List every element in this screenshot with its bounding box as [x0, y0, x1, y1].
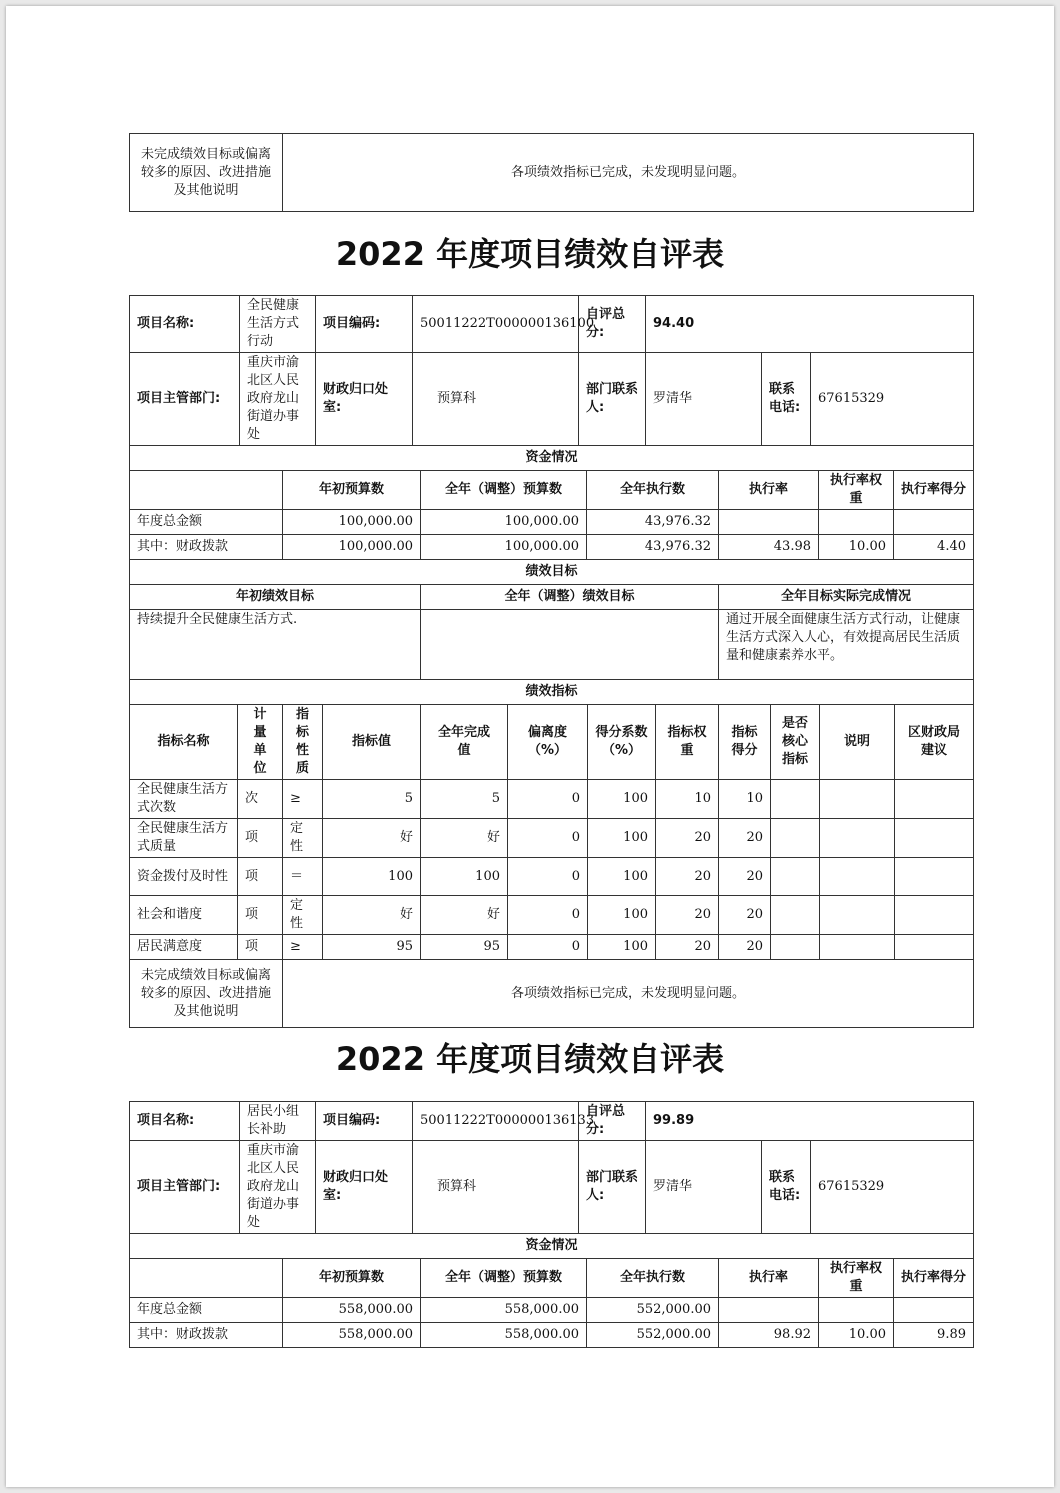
- fund-fiscal-exec: 552,000.00: [587, 1323, 719, 1348]
- ind-core: [771, 935, 820, 960]
- form2-fund-header: 资金情况: [130, 1234, 974, 1259]
- form1-phone-value: 67615329: [811, 353, 974, 446]
- ind-score: 20: [719, 935, 771, 960]
- ind-core: [771, 896, 820, 935]
- ind-nature: ≥: [283, 935, 323, 960]
- form1-dept-value: 重庆市渝北区人民政府龙山街道办事处: [240, 353, 316, 446]
- form1-name-label: 项目名称:: [130, 296, 240, 353]
- top-note-block: [129, 133, 974, 212]
- ind-note: [820, 780, 895, 819]
- ind-unit: 项: [238, 858, 283, 896]
- fund-row-fiscal-label: 其中：财政拨款: [130, 535, 283, 560]
- fund-total-exec: 43,976.32: [587, 510, 719, 535]
- form2-code-label: 项目编码:: [316, 1102, 413, 1141]
- ind-dev: 0: [508, 819, 588, 858]
- ind-note: [820, 935, 895, 960]
- form2: [129, 1101, 974, 1348]
- ind-value: 好: [323, 819, 421, 858]
- ind-nature: 定性: [283, 819, 323, 858]
- form1-note-text: 各项绩效指标已完成，未发现明显问题。: [283, 960, 974, 1028]
- form1-title: 2022 年度项目绩效自评表: [335, 235, 725, 273]
- form1-info-table: [129, 295, 974, 446]
- form1-fund-table: [129, 445, 974, 560]
- form1-dept-label: 项目主管部门:: [130, 353, 240, 446]
- ind-name: 社会和谐度: [130, 896, 238, 935]
- ind-core: [771, 858, 820, 896]
- fund-col-weight: 执行率权重: [819, 471, 894, 510]
- fund-total-adj: 558,000.00: [421, 1298, 587, 1323]
- fund-total-init: 100,000.00: [283, 510, 421, 535]
- ind-nature: ≥: [283, 780, 323, 819]
- table-row: [130, 819, 974, 858]
- form2-fin-value: 预算科: [413, 1141, 579, 1234]
- table-row: [130, 858, 974, 896]
- fund-col-initial: 年初预算数: [283, 1259, 421, 1298]
- ind-value: 5: [323, 780, 421, 819]
- fund-col-rate: 执行率: [719, 471, 819, 510]
- ind-coef: 100: [588, 896, 656, 935]
- goal-col-adjusted: 全年（调整）绩效目标: [421, 585, 719, 610]
- form1: [129, 295, 974, 1028]
- ind-advice: [895, 935, 974, 960]
- fund-fiscal-score: 9.89: [894, 1323, 974, 1348]
- ind-col-note: 说明: [820, 705, 895, 780]
- ind-col-nature: 指标性质: [283, 705, 323, 780]
- ind-coef: 100: [588, 935, 656, 960]
- ind-name: 全民健康生活方式质量: [130, 819, 238, 858]
- form1-indicator-header: 绩效指标: [130, 680, 974, 705]
- ind-done: 100: [421, 858, 508, 896]
- form2-name-label: 项目名称:: [130, 1102, 240, 1141]
- ind-col-core: 是否核心指标: [771, 705, 820, 780]
- fund-col-weight: 执行率权重: [819, 1259, 894, 1298]
- form2-fund-corner: [130, 1259, 283, 1298]
- form1-indicator-table: [129, 679, 974, 960]
- ind-weight: 10: [656, 780, 719, 819]
- fund-fiscal-score: 4.40: [894, 535, 974, 560]
- ind-dev: 0: [508, 935, 588, 960]
- ind-col-unit: 计量单位: [238, 705, 283, 780]
- form2-phone-value: 67615329: [811, 1141, 974, 1234]
- goal-actual-text: 通过开展全面健康生活方式行动，让健康生活方式深入人心，有效提高居民生活质量和健康素养水平。: [719, 610, 974, 680]
- ind-weight: 20: [656, 819, 719, 858]
- form1-goal-table: [129, 559, 974, 680]
- ind-score: 10: [719, 780, 771, 819]
- fund-col-score: 执行率得分: [894, 1259, 974, 1298]
- fund-total-weight: [819, 510, 894, 535]
- fund-fiscal-init: 100,000.00: [283, 535, 421, 560]
- table-row: [130, 935, 974, 960]
- form2-phone-label: 联系电话:: [762, 1141, 811, 1234]
- document-page: [6, 6, 1054, 1487]
- ind-value: 好: [323, 896, 421, 935]
- ind-done: 95: [421, 935, 508, 960]
- ind-done: 好: [421, 896, 508, 935]
- ind-advice: [895, 819, 974, 858]
- form2-title: 2022 年度项目绩效自评表: [335, 1040, 725, 1078]
- fund-col-adjusted: 全年（调整）预算数: [421, 1259, 587, 1298]
- ind-dev: 0: [508, 896, 588, 935]
- ind-dev: 0: [508, 780, 588, 819]
- ind-done: 5: [421, 780, 508, 819]
- table-row: [130, 780, 974, 819]
- goal-col-initial: 年初绩效目标: [130, 585, 421, 610]
- form2-code-value: 50011222T000000136133: [413, 1102, 579, 1141]
- ind-weight: 20: [656, 935, 719, 960]
- form2-score-value: 99.89: [646, 1102, 974, 1141]
- top-note-label: 未完成绩效目标或偏离较多的原因、改进措施及其他说明: [130, 134, 283, 212]
- fund-row-fiscal-label: 其中：财政拨款: [130, 1323, 283, 1348]
- fund-total-score: [894, 1298, 974, 1323]
- fund-row-total-label: 年度总金额: [130, 1298, 283, 1323]
- form2-dept-label: 项目主管部门:: [130, 1141, 240, 1234]
- ind-coef: 100: [588, 819, 656, 858]
- table-row: [130, 896, 974, 935]
- form1-score-label: 自评总分:: [579, 296, 646, 353]
- form1-fin-label: 财政归口处室:: [316, 353, 413, 446]
- fund-fiscal-rate: 98.92: [719, 1323, 819, 1348]
- ind-col-weight: 指标权重: [656, 705, 719, 780]
- ind-col-advice: 区财政局建议: [895, 705, 974, 780]
- ind-value: 100: [323, 858, 421, 896]
- fund-fiscal-rate: 43.98: [719, 535, 819, 560]
- fund-row-total-label: 年度总金额: [130, 510, 283, 535]
- fund-total-weight: [819, 1298, 894, 1323]
- form1-fin-value: 预算科: [413, 353, 579, 446]
- form1-name-value: 全民健康生活方式行动: [240, 296, 316, 353]
- form2-name-value: 居民小组长补助: [240, 1102, 316, 1141]
- fund-total-adj: 100,000.00: [421, 510, 587, 535]
- form2-score-label: 自评总分:: [579, 1102, 646, 1141]
- ind-col-deviation: 偏离度（%）: [508, 705, 588, 780]
- fund-total-score: [894, 510, 974, 535]
- ind-core: [771, 819, 820, 858]
- ind-value: 95: [323, 935, 421, 960]
- form1-phone-label: 联系电话:: [762, 353, 811, 446]
- ind-col-value: 指标值: [323, 705, 421, 780]
- ind-score: 20: [719, 896, 771, 935]
- fund-col-executed: 全年执行数: [587, 471, 719, 510]
- ind-done: 好: [421, 819, 508, 858]
- ind-dev: 0: [508, 858, 588, 896]
- ind-weight: 20: [656, 858, 719, 896]
- form1-contact-value: 罗清华: [646, 353, 762, 446]
- fund-col-score: 执行率得分: [894, 471, 974, 510]
- goal-initial-text: 持续提升全民健康生活方式.: [130, 610, 421, 680]
- form1-fund-corner: [130, 471, 283, 510]
- ind-nature: ＝: [283, 858, 323, 896]
- form1-note-table: [129, 959, 974, 1028]
- form2-dept-value: 重庆市渝北区人民政府龙山街道办事处: [240, 1141, 316, 1234]
- ind-col-coef: 得分系数（%）: [588, 705, 656, 780]
- ind-unit: 项: [238, 819, 283, 858]
- fund-fiscal-init: 558,000.00: [283, 1323, 421, 1348]
- goal-col-actual: 全年目标实际完成情况: [719, 585, 974, 610]
- ind-advice: [895, 858, 974, 896]
- ind-weight: 20: [656, 896, 719, 935]
- ind-col-done: 全年完成值: [421, 705, 508, 780]
- fund-col-rate: 执行率: [719, 1259, 819, 1298]
- fund-col-adjusted: 全年（调整）预算数: [421, 471, 587, 510]
- form2-fin-label: 财政归口处室:: [316, 1141, 413, 1234]
- ind-col-name: 指标名称: [130, 705, 238, 780]
- ind-advice: [895, 780, 974, 819]
- fund-col-executed: 全年执行数: [587, 1259, 719, 1298]
- form1-goal-header: 绩效目标: [130, 560, 974, 585]
- form1-code-value: 50011222T000000136100: [413, 296, 579, 353]
- ind-name: 全民健康生活方式次数: [130, 780, 238, 819]
- ind-note: [820, 819, 895, 858]
- fund-col-initial: 年初预算数: [283, 471, 421, 510]
- ind-score: 20: [719, 858, 771, 896]
- form1-contact-label: 部门联系人:: [579, 353, 646, 446]
- ind-unit: 项: [238, 896, 283, 935]
- fund-fiscal-weight: 10.00: [819, 535, 894, 560]
- ind-name: 居民满意度: [130, 935, 238, 960]
- fund-fiscal-adj: 100,000.00: [421, 535, 587, 560]
- fund-total-rate: [719, 1298, 819, 1323]
- top-note-table: [129, 133, 974, 212]
- form2-fund-table: [129, 1233, 974, 1348]
- form1-note-label: 未完成绩效目标或偏离较多的原因、改进措施及其他说明: [130, 960, 283, 1028]
- ind-advice: [895, 896, 974, 935]
- ind-name: 资金拨付及时性: [130, 858, 238, 896]
- fund-fiscal-weight: 10.00: [819, 1323, 894, 1348]
- form2-info-table: [129, 1101, 974, 1234]
- fund-fiscal-adj: 558,000.00: [421, 1323, 587, 1348]
- form2-contact-value: 罗清华: [646, 1141, 762, 1234]
- form1-fund-header: 资金情况: [130, 446, 974, 471]
- ind-nature: 定性: [283, 896, 323, 935]
- ind-core: [771, 780, 820, 819]
- ind-col-score: 指标得分: [719, 705, 771, 780]
- ind-unit: 次: [238, 780, 283, 819]
- ind-note: [820, 858, 895, 896]
- fund-fiscal-exec: 43,976.32: [587, 535, 719, 560]
- ind-unit: 项: [238, 935, 283, 960]
- ind-score: 20: [719, 819, 771, 858]
- fund-total-init: 558,000.00: [283, 1298, 421, 1323]
- form1-score-value: 94.40: [646, 296, 974, 353]
- ind-coef: 100: [588, 780, 656, 819]
- goal-adjusted-text: [421, 610, 719, 680]
- ind-note: [820, 896, 895, 935]
- top-note-text: 各项绩效指标已完成，未发现明显问题。: [283, 134, 974, 212]
- fund-total-exec: 552,000.00: [587, 1298, 719, 1323]
- form1-code-label: 项目编码:: [316, 296, 413, 353]
- form2-contact-label: 部门联系人:: [579, 1141, 646, 1234]
- ind-coef: 100: [588, 858, 656, 896]
- fund-total-rate: [719, 510, 819, 535]
